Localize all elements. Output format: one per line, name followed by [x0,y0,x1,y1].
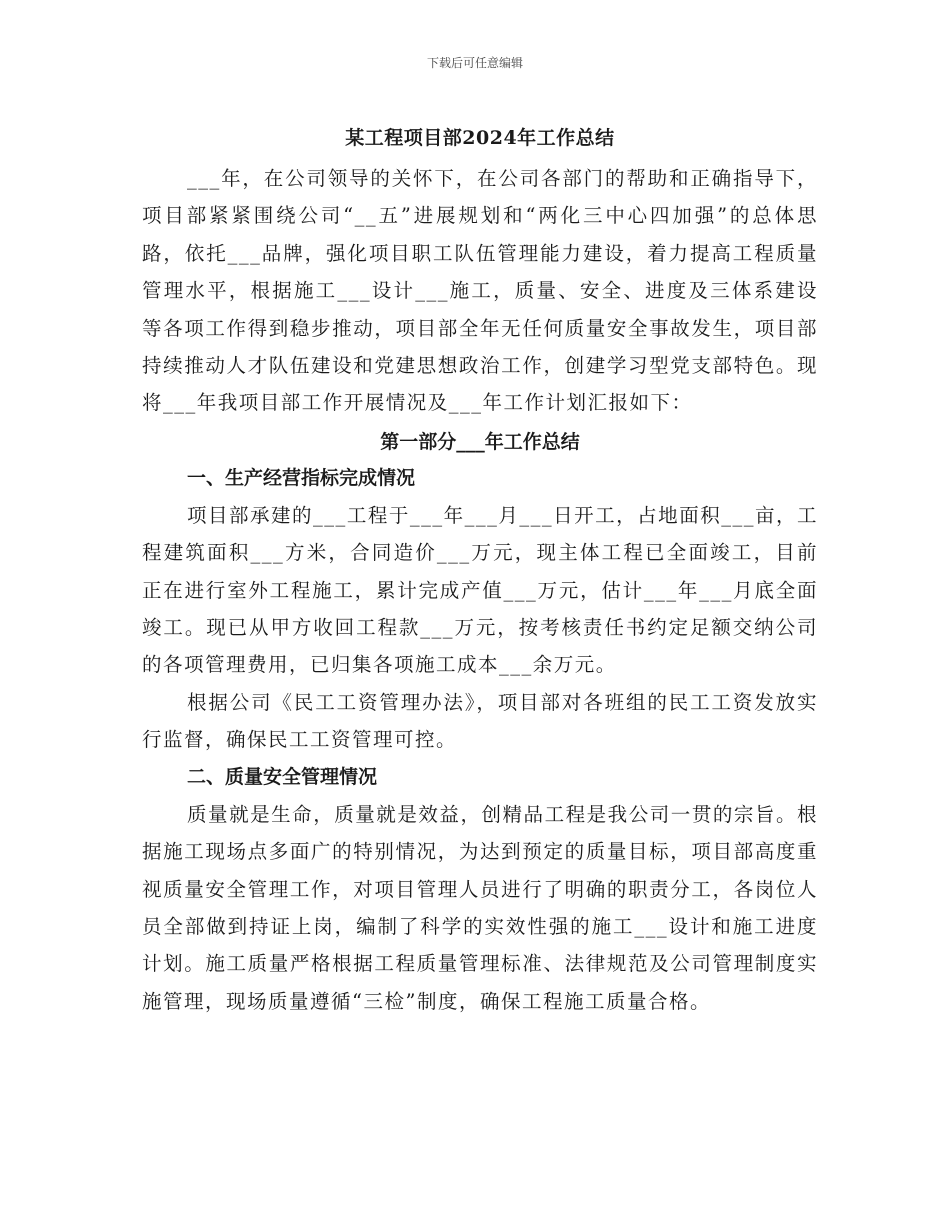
section-one-paragraph-2: 根据公司《民工工资管理办法》，项目部对各班组的民工工资发放实行监督，确保民工工资管理可控。 [142,690,818,752]
section-one-heading: 一、生产经营指标完成情况 [187,466,416,489]
intro-paragraph: ___年，在公司领导的关怀下，在公司各部门的帮助和正确指导下，项目部紧紧围绕公司“__五”进展规划和“两化三中心四加强”的总体思路，依托___品牌，强化项目职工队伍管理能力建设，着力提高工程质量管理水平，根据施工___设计___施工，质量、安全、进度及三体系建设等各项工作得到稳步推动，项目部全年无任何质量安全事故发生，项目部持续推动人才队伍建设和党建思想政治工作，创建学习型党支部特色。现将___年我项目部工作开展情况及___年工作计划汇报如下： [142,167,818,415]
section-one-paragraph-1: 项目部承建的___工程于___年___月___日开工，占地面积___亩，工程建筑面积___方米，合同造价___万元，现主体工程已全面竣工，目前正在进行室外工程施工，累计完成产值___万元，估计___年___月底全面竣工。现已从甲方收回工程款___万元，按考核责任书约定足额交纳公司的各项管理费用，已归集各项施工成本___余万元。 [142,503,818,677]
section-two-heading: 二、质量安全管理情况 [187,765,378,788]
document-title: 某工程项目部2024年工作总结 [345,127,615,149]
header-note: 下载后可任意编辑 [426,56,523,70]
part-one-title: 第一部分___年工作总结 [380,430,580,453]
document-body [142,122,818,1020]
section-two-paragraph-1: 质量就是生命，质量就是效益，创精品工程是我公司一贯的宗旨。根据施工现场点多面广的特别情况，为达到预定的质量目标，项目部高度重视质量安全管理工作，对项目管理人员进行了明确的职责分工，各岗位人员全部做到持证上岗，编制了科学的实效性强的施工___设计和施工进度计划。施工质量严格根据工程质量管理标准、法律规范及公司管理制度实施管理，现场质量遵循“三检”制度，确保工程施工质量合格。 [142,802,818,1013]
